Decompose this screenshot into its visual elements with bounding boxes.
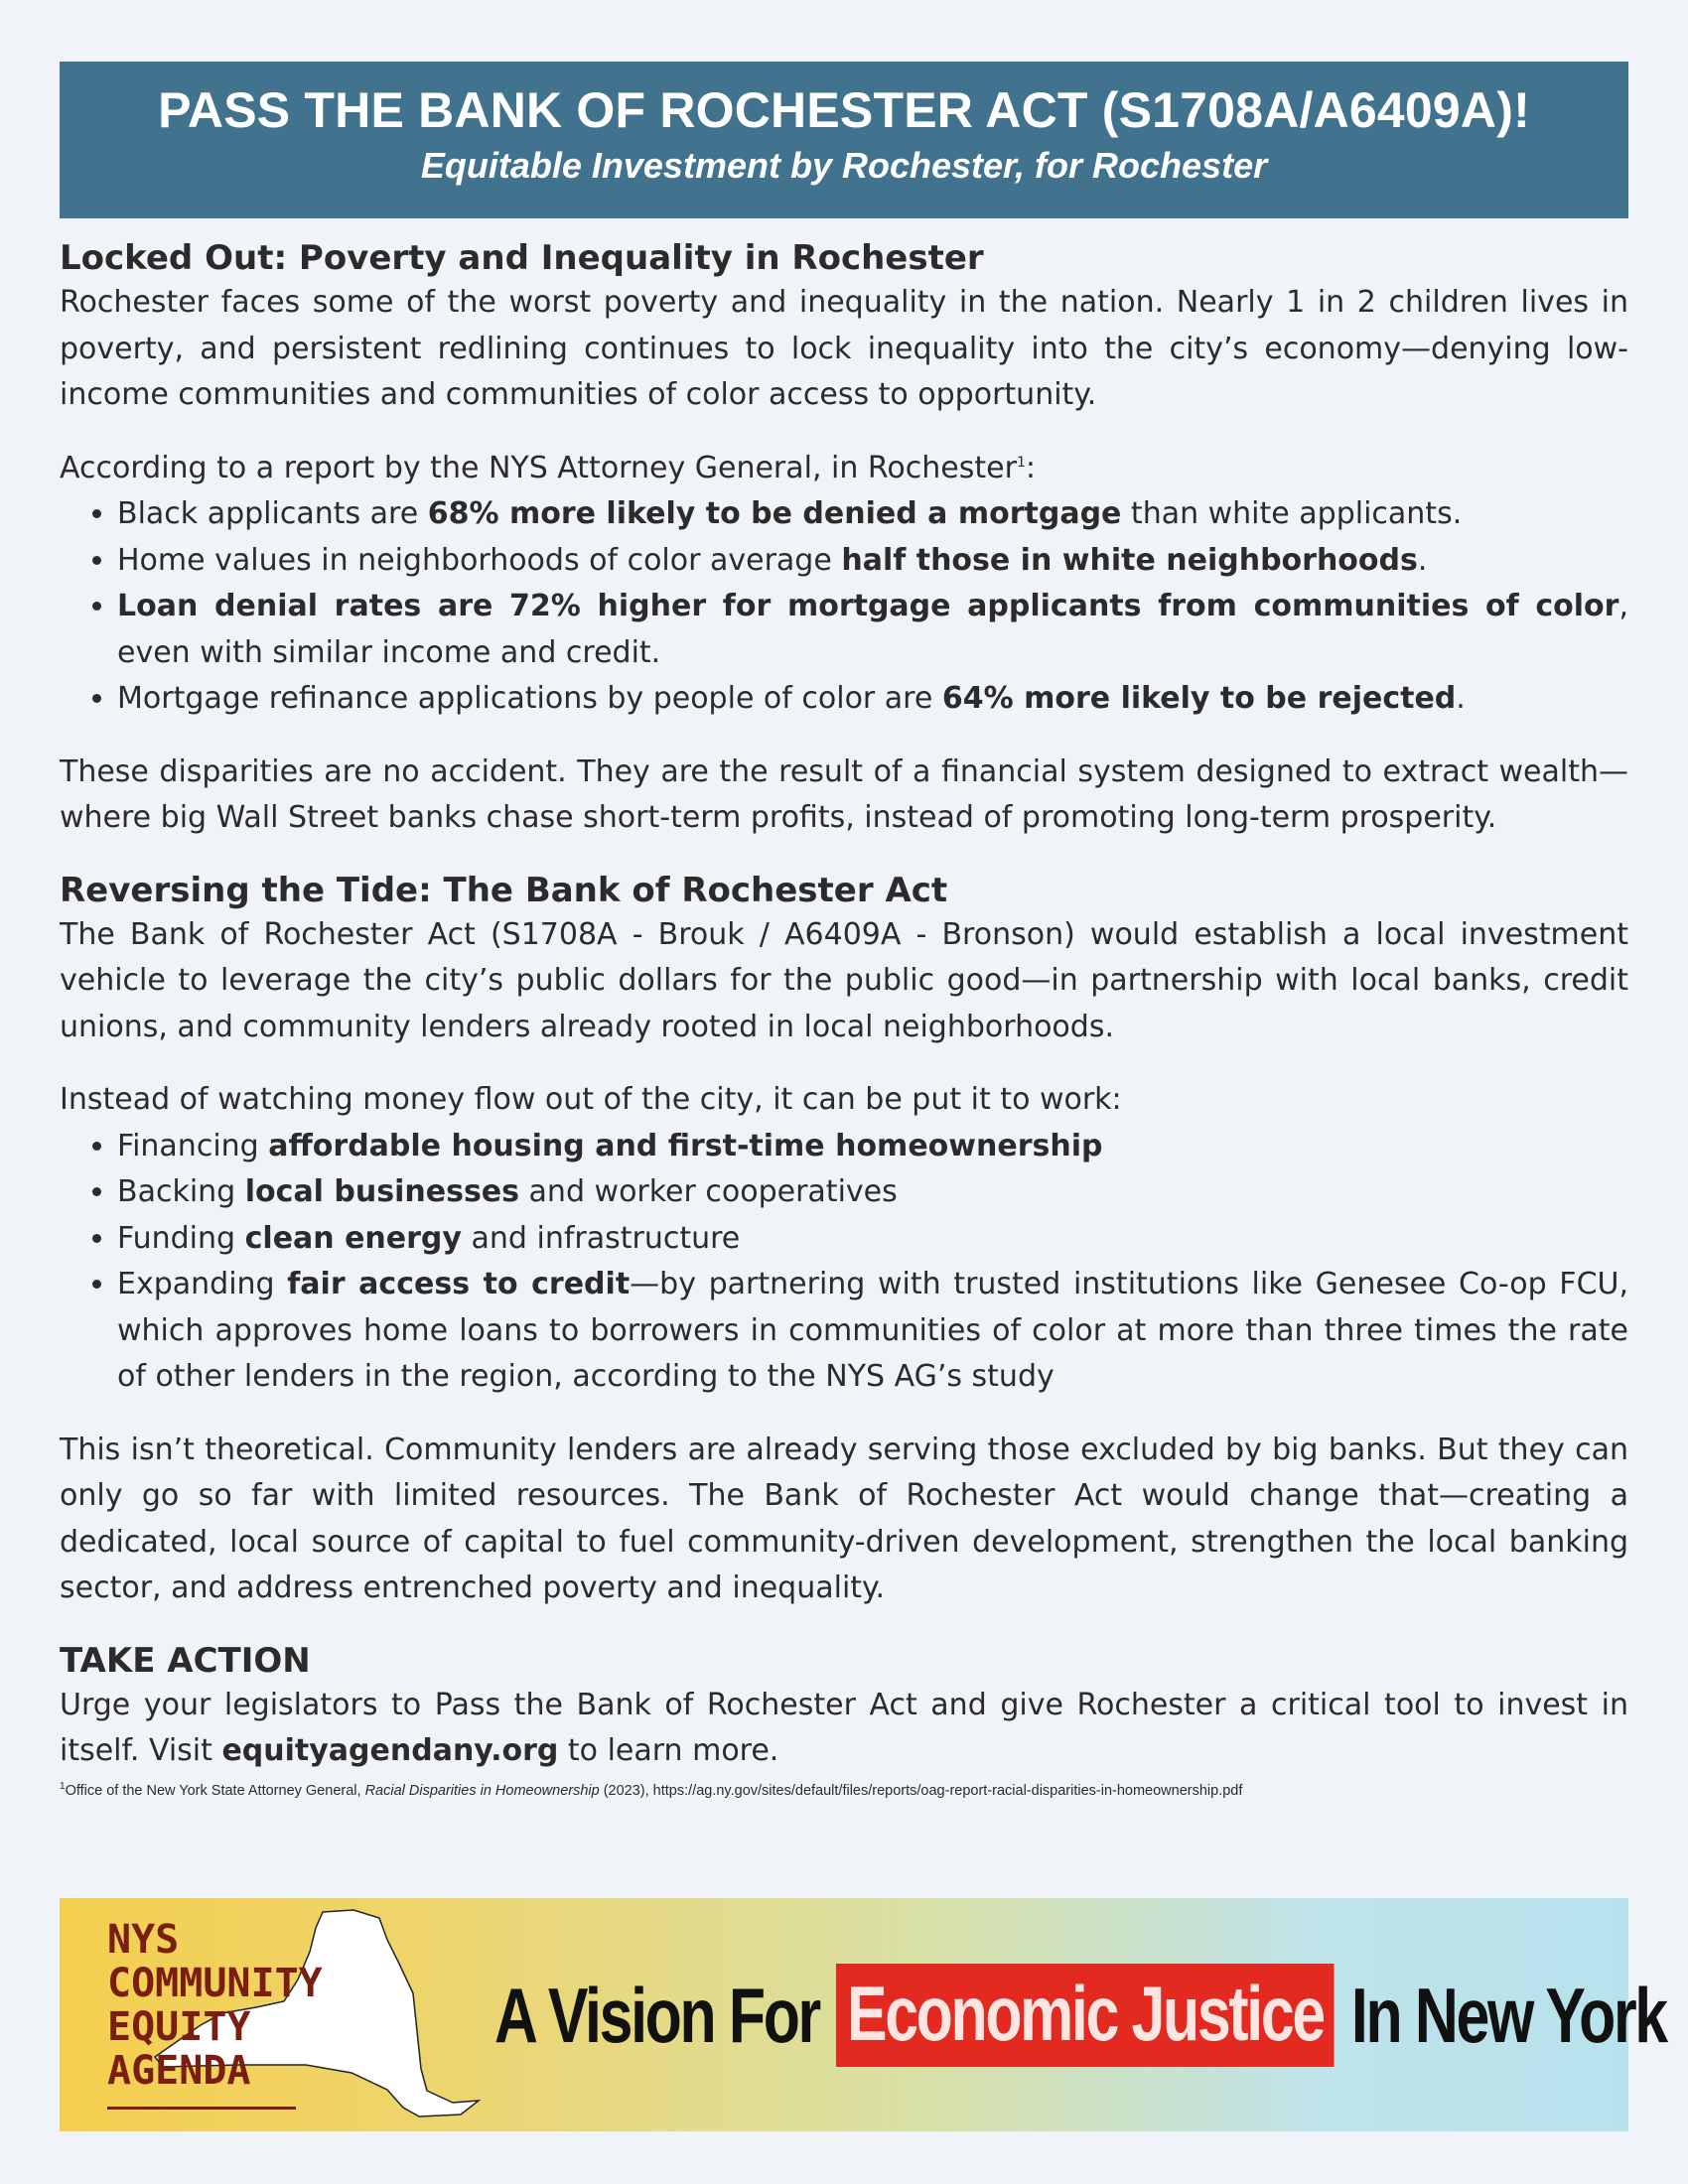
footnote-url[interactable]: (2023), https://ag.ny.gov/sites/default/files/reports/oag-report-racial-disparities-in-homeownership.pdf: [599, 1782, 1243, 1799]
section-intro-paragraph: Rochester faces some of the worst poverty and inequality in the nation. Nearly 1 in 2 children lives in poverty, and persistent redlining continues to lock inequality into the city’s economy—denying low-income communities and communities of color access to opportunity.: [60, 285, 1628, 412]
list-item: • Black applicants are 68% more likely to be denied a mortgage than white applicants.: [117, 491, 1628, 538]
investment-uses-list: [60, 1124, 1628, 1401]
statistics-list: [60, 491, 1628, 723]
list-lead-paragraph: Instead of watching money flow out of the city, it can be put it to work:: [60, 1082, 1122, 1117]
equity-agenda-link[interactable]: equityagendany.org: [221, 1733, 559, 1768]
page-title: PASS THE BANK OF ROCHESTER ACT (S1708A/A6409A)!: [158, 82, 1530, 138]
list-item: • Mortgage refinance applications by people of color are 64% more likely to be rejected.: [117, 676, 1628, 723]
disparities-paragraph: These disparities are no accident. They are the result of a financial system designed to extract wealth—where big Wall Street banks chase short-term profits, instead of promoting long-term prosperity.: [60, 753, 1628, 835]
slogan-highlight: Economic Justice: [836, 1964, 1335, 2067]
list-item: • Financing affordable housing and first-time homeownership: [117, 1124, 1628, 1170]
list-item: • Funding clean energy and infrastructure: [117, 1216, 1628, 1263]
take-action-heading: TAKE ACTION: [60, 1640, 311, 1681]
slogan-prefix: A Vision For: [494, 1971, 819, 2059]
logo-underline: [107, 2107, 296, 2110]
section-heading-reversing-tide: Reversing the Tide: The Bank of Rochester Act: [60, 870, 948, 910]
section-heading-locked-out: Locked Out: Poverty and Inequality in Rochester: [60, 238, 984, 278]
take-action-paragraph: Urge your legislators to Pass the Bank of Rochester Act and give Rochester a critical tool to invest in itself. Visit equityagendany.org to learn more.: [60, 1687, 1628, 1768]
report-lead-colon: :: [1025, 450, 1036, 485]
list-item: • Loan denial rates are 72% higher for mortgage applicants from communities of color, even with similar income and credit.: [117, 584, 1628, 676]
community-lenders-paragraph: This isn’t theoretical. Community lenders are already serving those excluded by big banks. But they can only go so far with limited resources. The Bank of Rochester Act would change that—creating a dedicated, local source of capital to fuel community-driven development, strengthen the local banking sector, and address entrenched poverty and inequality.: [60, 1432, 1628, 1605]
banner-slogan: [494, 1956, 1666, 2075]
flyer-page: [60, 62, 1628, 1801]
act-description-paragraph: The Bank of Rochester Act (S1708A - Brouk / A6409A - Bronson) would establish a local investment vehicle to leverage the city’s public dollars for the public good—in partnership with local banks, credit unions, and community lenders already rooted in local neighborhoods.: [60, 916, 1628, 1044]
list-item: • Backing local businesses and worker cooperatives: [117, 1169, 1628, 1216]
slogan-suffix: In New York: [1350, 1971, 1666, 2059]
footnote-number: 1: [60, 1780, 66, 1792]
equity-agenda-logo: NYS COMMUNITY EQUITY AGENDA: [107, 1917, 323, 2094]
footnote-marker[interactable]: 1: [1016, 454, 1026, 471]
list-item: • Home values in neighborhoods of color average half those in white neighborhoods.: [117, 538, 1628, 585]
footnote: $^1$Office of the New York State Attorney General, Racial Disparities in Homeownership (2023), https://ag.ny.gov/sites/default/files/reports/oag-report-racial-disparities-in-homeownership.pdf: [60, 1780, 1243, 1799]
header-banner: [60, 62, 1628, 218]
report-lead-paragraph: [60, 446, 1628, 492]
list-item: • Expanding fair access to credit—by partnering with trusted institutions like Genesee Co-op FCU, which approves home loans to borrowers in communities of color at more than three times the rate of other lenders in the region, according to the NYS AG’s study: [117, 1262, 1628, 1401]
footer-banner: [60, 1898, 1666, 2131]
report-lead-text: According to a report by the NYS Attorney General, in Rochester: [60, 450, 1017, 485]
page-subtitle: Equitable Investment by Rochester, for Rochester: [420, 145, 1268, 186]
